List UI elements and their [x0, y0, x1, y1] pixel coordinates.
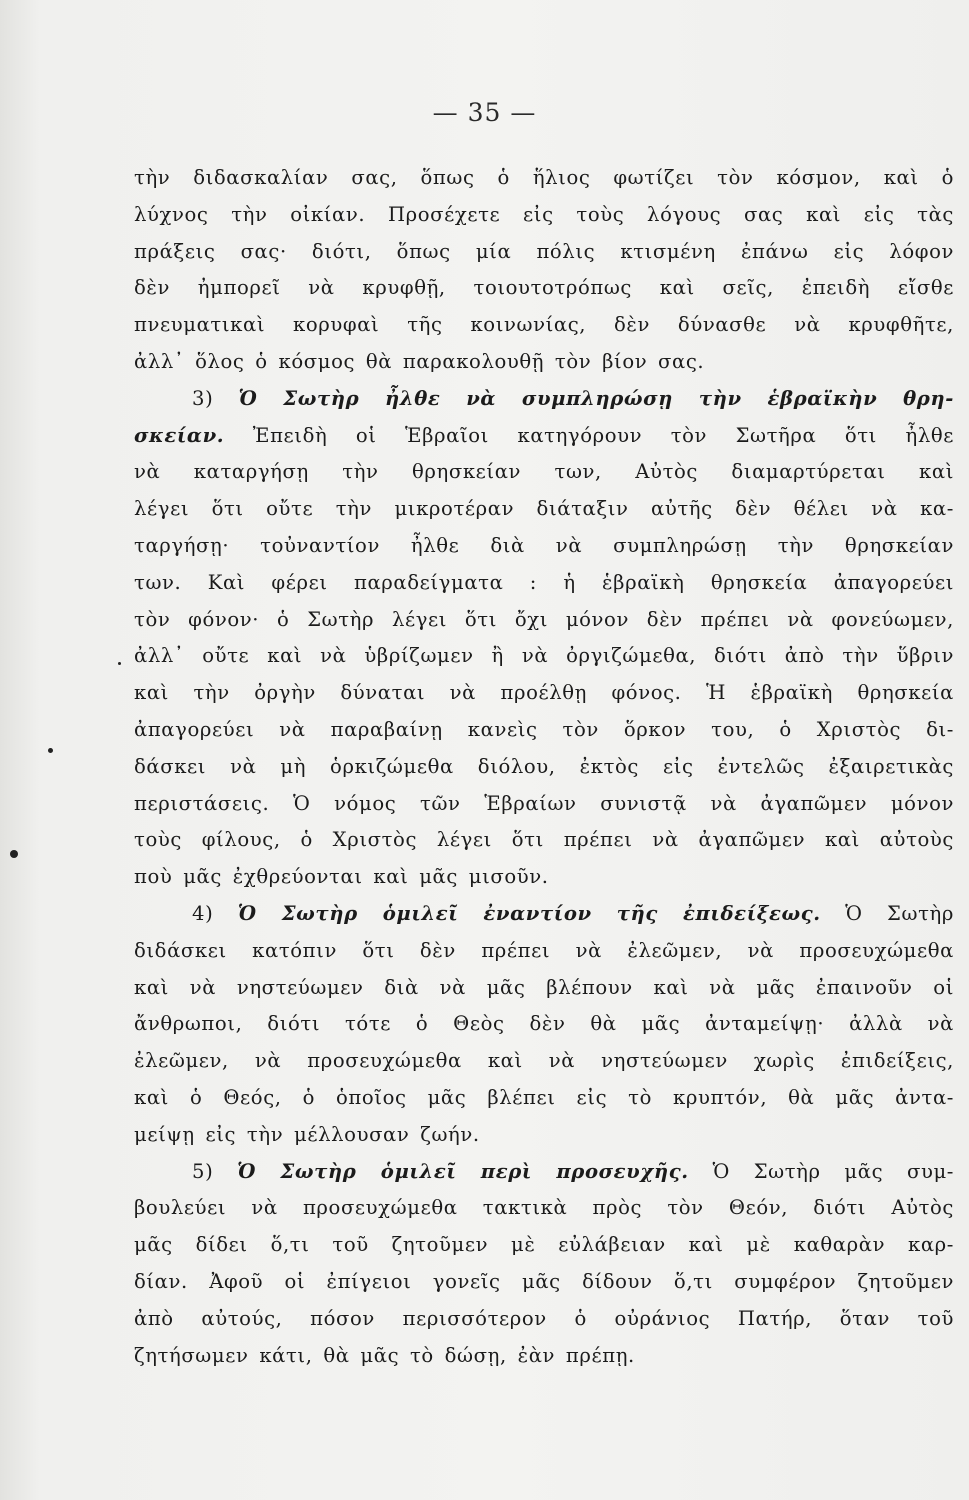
text-segment: ἐλεῶμεν, νὰ προσευχώμεθα καὶ νὰ νηστεύωμεν χωρὶς ἐπιδείξεις,: [134, 1049, 954, 1073]
section-heading: σκείαν.: [134, 423, 225, 447]
ink-speck: [48, 748, 53, 753]
text-line: [134, 270, 954, 307]
text-line: [134, 1080, 954, 1117]
text-line: [134, 859, 954, 896]
text-segment: δάσκει νὰ μὴ ὁρκιζώμεθα διόλου, ἐκτὸς εἰς ἐντελῶς ἐξαιρετικὰς: [134, 754, 954, 778]
text-segment: μείψῃ εἰς τὴν μέλλουσαν ζωήν.: [134, 1122, 480, 1146]
text-segment: Ὁ Σωτὴρ: [820, 901, 954, 925]
text-segment: νὰ καταργήσῃ τὴν θρησκείαν των, Αὐτὸς διαμαρτύρεται καὶ: [134, 460, 954, 484]
text-segment: τὴν διδασκαλίαν σας, ὅπως ὁ ἥλιος φωτίζει τὸν κόσμον, καὶ ὁ: [134, 166, 954, 189]
text-segment: μᾶς δίδει ὅ,τι τοῦ ζητοῦμεν μὲ εὐλάβειαν καὶ μὲ καθαρὰν καρ-: [134, 1233, 954, 1257]
text-line: [134, 1301, 954, 1338]
text-line: [134, 1264, 954, 1301]
text-segment: πράξεις σας· διότι, ὅπως μία πόλις κτισμένη ἐπάνω εἰς λόφον: [134, 239, 954, 263]
text-line: [134, 970, 954, 1007]
text-segment: δὲν ἠμπορεῖ νὰ κρυφθῇ, τοιουτοτρόπως καὶ σεῖς, ἐπειδὴ εἴσθε: [134, 276, 954, 300]
text-segment: τοὺς φίλους, ὁ Χριστὸς λέγει ὅτι πρέπει νὰ ἀγαπῶμεν καὶ αὐτοὺς: [134, 828, 954, 852]
text-segment: ποὺ μᾶς ἐχθρεύονται καὶ μᾶς μισοῦν.: [134, 865, 549, 889]
text-line: [134, 344, 954, 381]
text-line: [134, 418, 954, 455]
text-segment: ἀλλ᾽ οὔτε καὶ νὰ ὑβρίζωμεν ἢ νὰ ὀργιζώμεθα, διότι ἀπὸ τὴν ὕβριν: [134, 644, 954, 668]
ink-speck: [118, 662, 121, 665]
text-line: [134, 491, 954, 528]
text-line: [134, 675, 954, 712]
text-line: [134, 1117, 954, 1154]
section-heading: Ὁ Σωτὴρ ἦλθε νὰ συμπληρώσῃ τὴν ἑβραϊκὴν θρη-: [238, 386, 954, 410]
text-segment: διδάσκει κατόπιν ὅτι δὲν πρέπει νὰ ἐλεῶμεν, νὰ προσευχώμεθα: [134, 938, 954, 962]
text-segment: 3): [192, 386, 239, 410]
text-segment: ἀλλ᾽ ὅλος ὁ κόσμος θὰ παρακολουθῇ τὸν βίον σας.: [134, 349, 705, 373]
text-segment: καὶ τὴν ὀργὴν δύναται νὰ προέλθῃ φόνος. Ἡ ἑβραϊκὴ θρησκεία: [134, 681, 954, 705]
text-segment: δίαν. Ἀφοῦ οἱ ἐπίγειοι γονεῖς μᾶς δίδουν ὅ,τι συμφέρον ζητοῦμεν: [134, 1269, 954, 1293]
text-segment: πνευματικαὶ κορυφαὶ τῆς κοινωνίας, δὲν δύνασθε νὰ κρυφθῆτε,: [134, 313, 954, 337]
text-segment: των. Καὶ φέρει παραδείγματα : ἡ ἑβραϊκὴ θρησκεία ἀπαγορεύει: [134, 570, 954, 594]
text-segment: Ὁ Σωτὴρ μᾶς συμ-: [688, 1159, 954, 1183]
text-line: [134, 933, 954, 970]
text-line: [134, 896, 954, 933]
text-line: [134, 454, 954, 491]
text-segment: 4): [192, 901, 238, 925]
text-segment: ἀπαγορεύει νὰ παραβαίνῃ κανεὶς τὸν ὅρκον του, ὁ Χριστὸς δι-: [134, 717, 954, 741]
text-segment: Ἐπειδὴ οἱ Ἑβραῖοι κατηγόρουν τὸν Σωτῆρα ὅτι ἦλθε: [224, 423, 954, 447]
text-line: [134, 307, 954, 344]
body-text: [134, 160, 954, 1374]
text-line: [134, 602, 954, 639]
text-segment: ἀπὸ αὐτούς, πόσον περισσότερον ὁ οὐράνιος Πατήρ, ὅταν τοῦ: [134, 1306, 954, 1330]
text-segment: ζητήσωμεν κάτι, θὰ μᾶς τὸ δώσῃ, ἐὰν πρέπῃ.: [134, 1343, 635, 1367]
text-line: [134, 638, 954, 675]
text-segment: λέγει ὅτι οὔτε τὴν μικροτέραν διάταξιν αὐτῆς δὲν θέλει νὰ κα-: [134, 497, 954, 521]
text-line: [134, 1227, 954, 1264]
text-line: [134, 528, 954, 565]
page-number: — 35 —: [432, 98, 537, 127]
text-line: [134, 1338, 954, 1375]
text-line: [134, 1043, 954, 1080]
text-segment: καὶ νὰ νηστεύωμεν διὰ νὰ μᾶς βλέπουν καὶ νὰ μᾶς ἐπαινοῦν οἱ: [134, 975, 954, 999]
text-line: [134, 381, 954, 418]
text-line: [134, 786, 954, 823]
text-line: [134, 565, 954, 602]
ink-speck: [10, 850, 18, 858]
text-segment: καὶ ὁ Θεός, ὁ ὁποῖος μᾶς βλέπει εἰς τὸ κρυπτόν, θὰ μᾶς ἀντα-: [134, 1085, 954, 1109]
text-line: [134, 1006, 954, 1043]
section-heading: Ὁ Σωτὴρ ὁμιλεῖ ἐναντίον τῆς ἐπιδείξεως.: [237, 901, 821, 925]
text-segment: ταργήσῃ· τοὐναντίον ἦλθε διὰ νὰ συμπληρώσῃ τὴν θρησκείαν: [134, 533, 954, 557]
text-line: [134, 234, 954, 271]
text-segment: 5): [192, 1159, 238, 1183]
text-segment: λύχνος τὴν οἰκίαν. Προσέχετε εἰς τοὺς λόγους σας καὶ εἰς τὰς: [134, 202, 954, 226]
text-line: [134, 712, 954, 749]
section-heading: Ὁ Σωτὴρ ὁμιλεῖ περὶ προσευχῆς.: [237, 1159, 689, 1183]
text-segment: περιστάσεις. Ὁ νόμος τῶν Ἑβραίων συνιστᾷ νὰ ἀγαπῶμεν μόνον: [134, 791, 954, 815]
text-line: [134, 197, 954, 234]
text-segment: βουλεύει νὰ προσευχώμεθα τακτικὰ πρὸς τὸν Θεόν, διότι Αὐτὸς: [134, 1196, 954, 1220]
text-segment: ἄνθρωποι, διότι τότε ὁ Θεὸς δὲν θὰ μᾶς ἀνταμείψῃ· ἀλλὰ νὰ: [134, 1012, 954, 1036]
text-line: [134, 822, 954, 859]
text-line: [134, 1190, 954, 1227]
text-line: [134, 160, 954, 197]
text-line: [134, 1154, 954, 1191]
text-line: [134, 749, 954, 786]
text-segment: τὸν φόνον· ὁ Σωτὴρ λέγει ὅτι ὄχι μόνον δὲν πρέπει νὰ φονεύωμεν,: [134, 607, 954, 631]
